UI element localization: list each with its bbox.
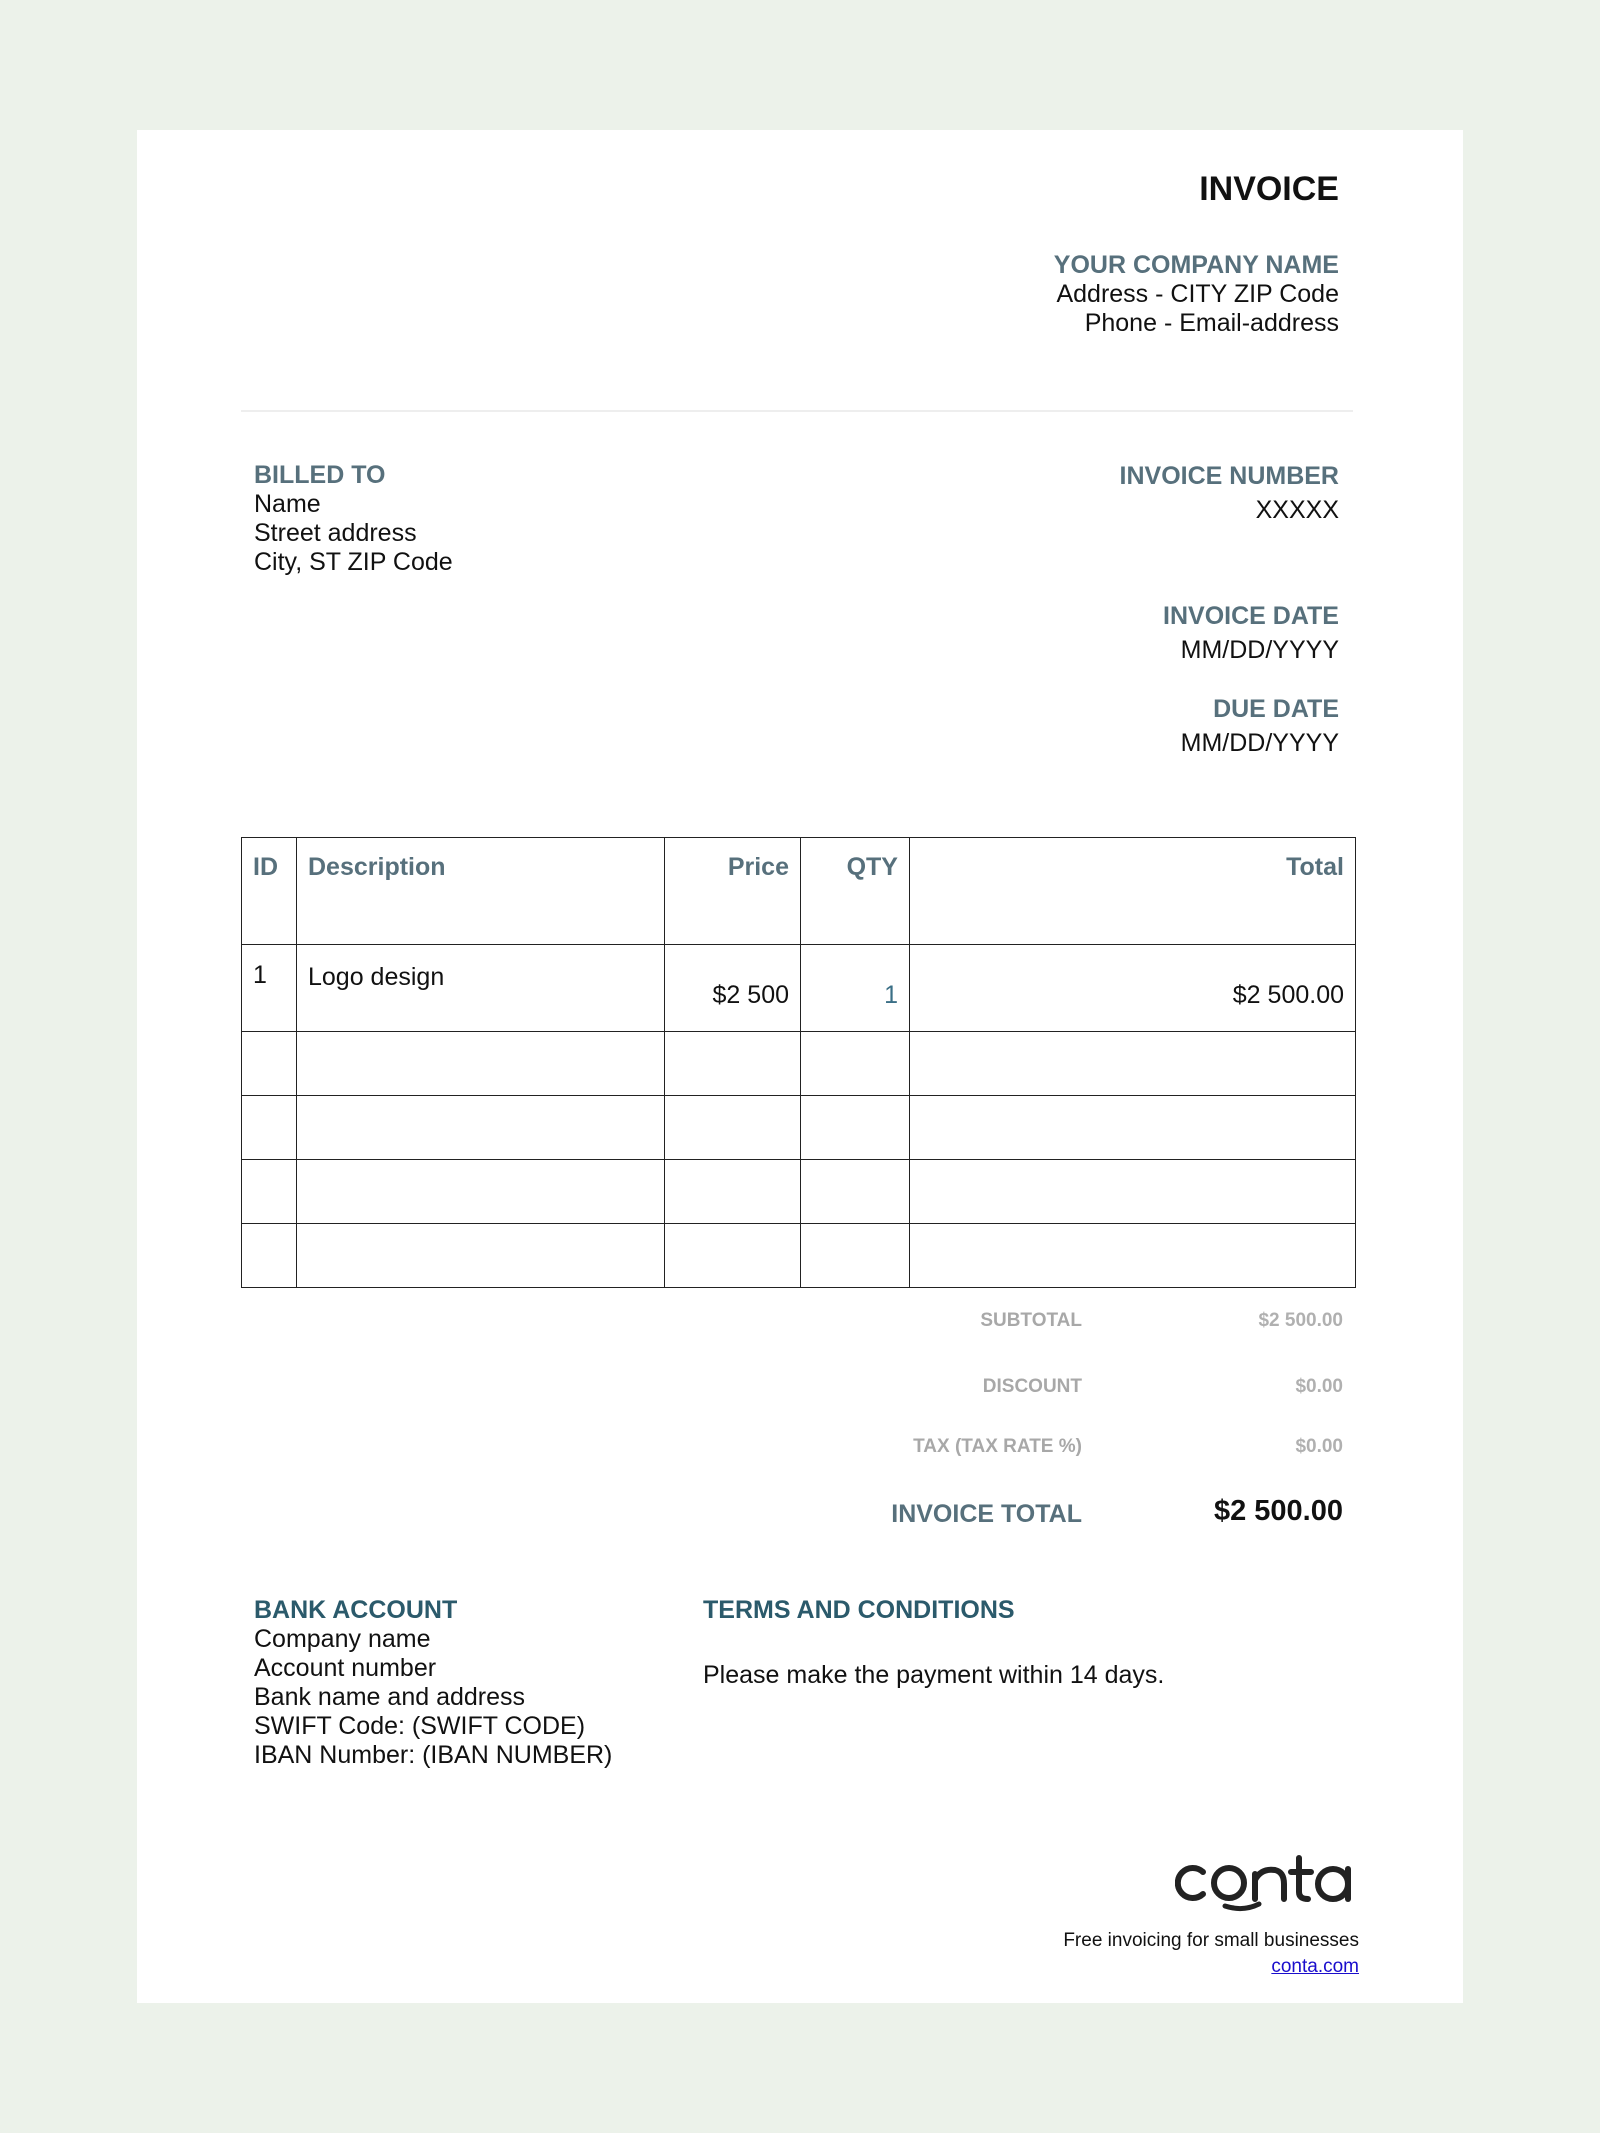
row-id: 1 — [242, 945, 297, 1032]
table-row — [242, 945, 1356, 1032]
discount-label: DISCOUNT — [982, 1376, 1082, 1397]
col-qty: QTY — [801, 838, 910, 945]
row-price: $2 500 — [665, 945, 801, 1032]
bank-account-label: BANK ACCOUNT — [254, 1596, 458, 1624]
billed-to-block — [254, 460, 453, 577]
table-header-row — [242, 838, 1356, 945]
subtotal-label: SUBTOTAL — [980, 1310, 1082, 1331]
invoice-number: XXXXX — [1255, 496, 1339, 524]
row-qty: 1 — [801, 945, 910, 1032]
bank-line: Account number — [254, 1654, 437, 1682]
tax-value: $0.00 — [1295, 1436, 1343, 1457]
col-description: Description — [297, 838, 665, 945]
table-row-empty — [242, 1096, 1356, 1160]
items-table — [241, 837, 1356, 1288]
col-price: Price — [665, 838, 801, 945]
company-block — [1054, 250, 1339, 338]
terms-label: TERMS AND CONDITIONS — [703, 1596, 1015, 1624]
discount-value: $0.00 — [1295, 1376, 1343, 1397]
invoice-total-label: INVOICE TOTAL — [891, 1500, 1082, 1528]
billed-name: Name — [254, 490, 321, 518]
billed-city: City, ST ZIP Code — [254, 548, 453, 576]
invoice-date: MM/DD/YYYY — [1180, 636, 1339, 664]
invoice-total-value: $2 500.00 — [1213, 1495, 1343, 1527]
tax-label: TAX (TAX RATE %) — [913, 1436, 1082, 1457]
invoice-number-label: INVOICE NUMBER — [1119, 462, 1339, 490]
table-row-empty — [242, 1224, 1356, 1288]
footer-link[interactable]: conta.com — [1271, 1956, 1359, 1977]
billed-to-label: BILLED TO — [254, 461, 386, 489]
invoice-title: INVOICE — [1199, 170, 1339, 208]
invoice-date-block — [1163, 600, 1339, 668]
invoice-date-label: INVOICE DATE — [1163, 602, 1339, 630]
row-total: $2 500.00 — [910, 945, 1356, 1032]
terms-block — [703, 1595, 1164, 1690]
col-total: Total — [910, 838, 1356, 945]
col-id: ID — [242, 838, 297, 945]
company-contact: Phone - Email-address — [1084, 309, 1339, 337]
table-row-empty — [242, 1160, 1356, 1224]
due-date-block — [1181, 693, 1339, 761]
header-divider — [241, 410, 1353, 412]
conta-logo — [1175, 1850, 1355, 1917]
bank-line: Bank name and address — [254, 1683, 526, 1711]
conta-logo-text: conta — [1175, 1850, 1178, 1851]
bank-line: SWIFT Code: (SWIFT CODE) — [254, 1712, 586, 1740]
company-address: Address - CITY ZIP Code — [1056, 280, 1339, 308]
footer-tagline: Free invoicing for small businesses — [1063, 1930, 1359, 1951]
row-description: Logo design — [297, 945, 665, 1032]
table-row-empty — [242, 1032, 1356, 1096]
invoice-number-block — [1120, 460, 1339, 528]
due-date: MM/DD/YYYY — [1180, 729, 1339, 757]
subtotal-value: $2 500.00 — [1258, 1310, 1343, 1331]
bank-line: IBAN Number: (IBAN NUMBER) — [254, 1741, 613, 1769]
bank-account-block — [254, 1595, 612, 1770]
bank-line: Company name — [254, 1625, 431, 1653]
company-name: YOUR COMPANY NAME — [1053, 251, 1339, 279]
conta-logo-icon — [1175, 1850, 1355, 1912]
invoice-page — [137, 130, 1463, 2003]
due-date-label: DUE DATE — [1213, 695, 1339, 723]
terms-text: Please make the payment within 14 days. — [703, 1661, 1165, 1689]
billed-street: Street address — [254, 519, 417, 547]
